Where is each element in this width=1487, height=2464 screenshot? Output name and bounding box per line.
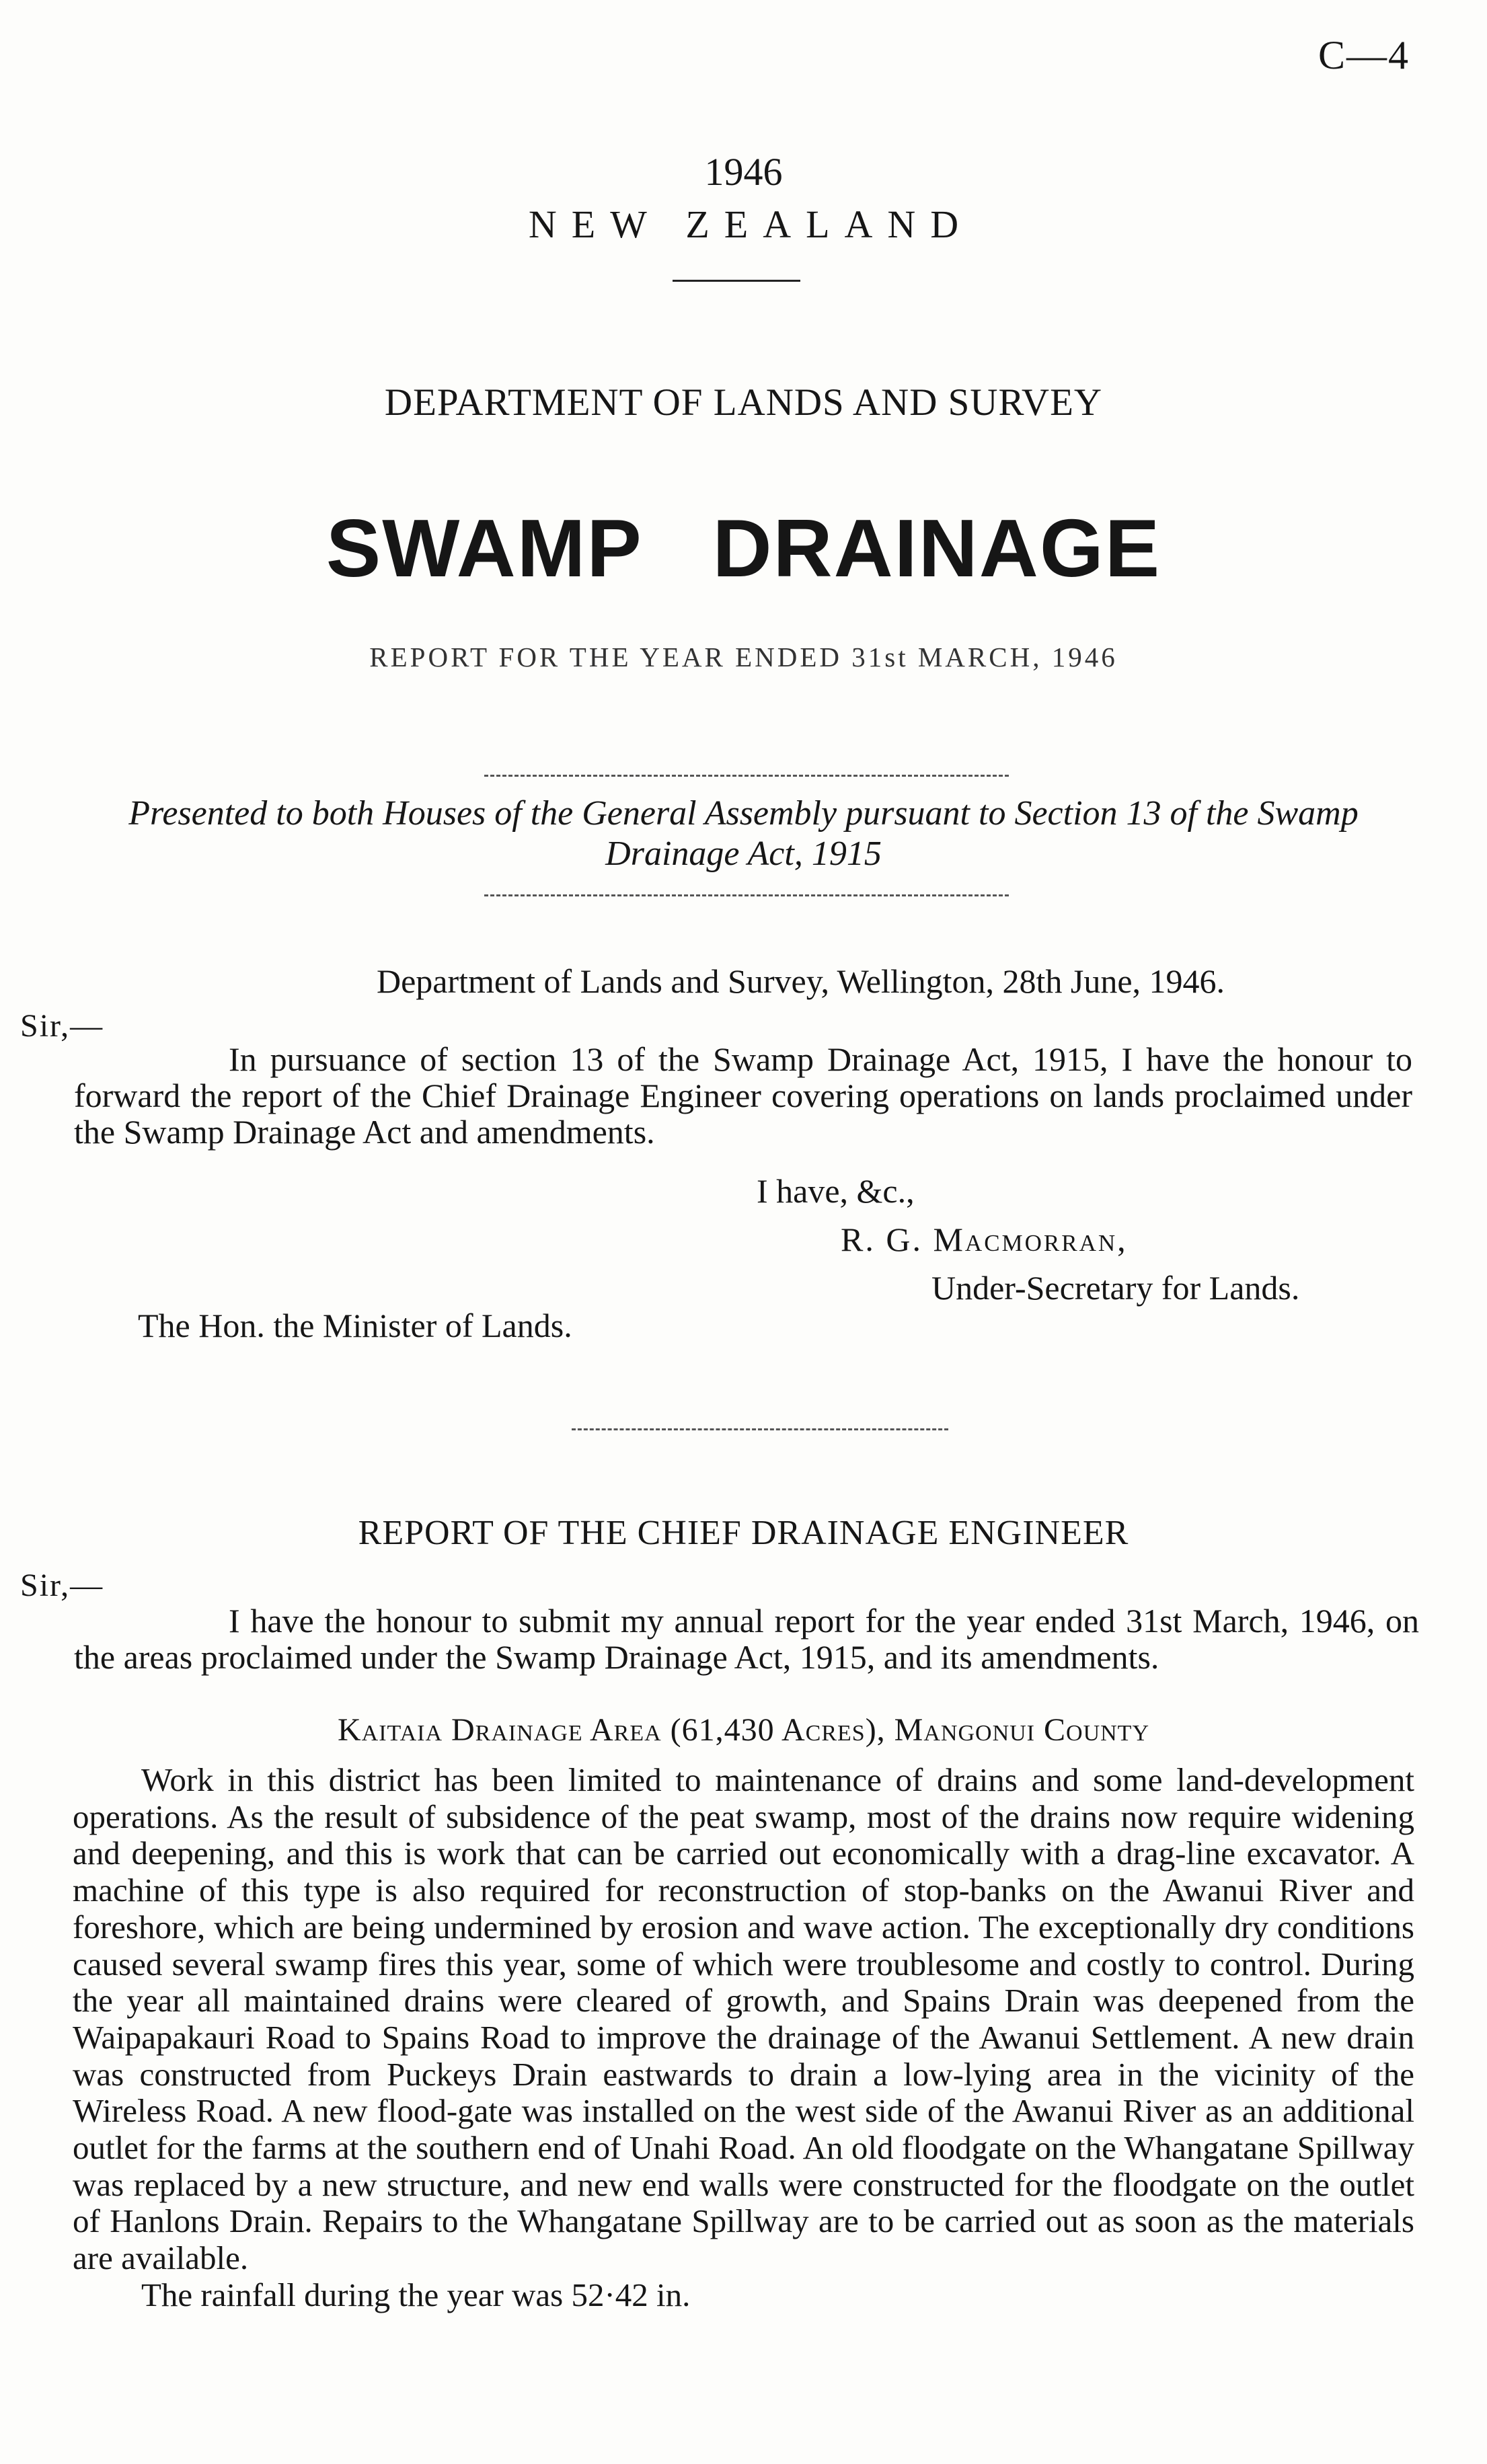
- page-reference: C—4: [1318, 33, 1410, 77]
- report-subtitle: REPORT FOR THE YEAR ENDED 31st MARCH, 1946: [369, 642, 1118, 672]
- letter-addressee: The Hon. the Minister of Lands.: [138, 1307, 572, 1344]
- area-heading: Kaitaia Drainage Area (61,430 Acres), Mangonui County: [337, 1712, 1150, 1748]
- report-intro: [74, 1603, 1419, 1675]
- title-divider: [673, 280, 800, 282]
- letter-body: [74, 1041, 1412, 1150]
- report-intro-paragraph: I have the honour to submit my annual report for the year ended 31st March, 1946, on the areas proclaimed under the Swamp Drainage Act, 1915, and its amendments.: [74, 1602, 1419, 1676]
- letter-position: Under-Secretary for Lands.: [931, 1269, 1300, 1307]
- letter-salutation: Sir,—: [20, 1008, 104, 1044]
- report-body: [73, 1762, 1414, 2314]
- publication-year: 1946: [704, 150, 783, 194]
- presentation-note: Presented to both Houses of the General Assembly pursuant to Section 13 of the Swamp Drainage Act, 1915: [128, 794, 1359, 873]
- letter-paragraph: In pursuance of section 13 of the Swamp Drainage Act, 1915, I have the honour to forward the report of the Chief Drainage Engineer covering operations on lands proclaimed under the Swamp Drainage Act and amendments.: [74, 1040, 1412, 1151]
- rainfall-paragraph: The rainfall during the year was 52·42 in.: [141, 2276, 691, 2313]
- letter-signatory: R. G. Macmorran,: [841, 1221, 1128, 1258]
- department-heading: DEPARTMENT OF LANDS AND SURVEY: [384, 381, 1103, 424]
- report-salutation: Sir,—: [20, 1568, 104, 1603]
- dashed-divider: [572, 1428, 948, 1430]
- country-heading: NEW ZEALAND: [528, 202, 974, 246]
- report-heading: REPORT OF THE CHIEF DRAINAGE ENGINEER: [358, 1514, 1129, 1552]
- dashed-divider: [484, 894, 1009, 896]
- dashed-divider: [484, 775, 1009, 777]
- letter-closing: I have, &c.,: [757, 1172, 915, 1210]
- page-title: SWAMP DRAINAGE: [326, 502, 1161, 594]
- report-paragraph: Work in this district has been limited to maintenance of drains and some land-development operations. As the result of subsidence of the peat swamp, most of the drains now require widening and deepening, and this is work that can be carried out economically with a drag-line excavator. A machine of this type is also required for reconstruction of stop-banks on the Awanui River and foreshore, which are being undermined by erosion and wave action. The exceptionally dry conditions caused several swamp fires this year, some of which were troublesome and costly to control. During the year all maintained drains were cleared of growth, and Spains Drain was deepened from the Waipapakauri Road to Spains Road to improve the drainage of the Awanui Settlement. A new drain was constructed from Puckeys Drain eastwards to drain a low-lying area in the vicinity of the Wireless Road. A new flood-gate was installed on the west side of the Awanui River as an additional outlet for the farms at the southern end of Unahi Road. An old floodgate on the Whangatane Spillway was replaced by a new structure, and new end walls were constructed for the floodgate on the outlet of Hanlons Drain. Repairs to the Whangatane Spillway are to be carried out as soon as the materials are available.: [73, 1761, 1414, 2277]
- letter-dateline: Department of Lands and Survey, Wellington, 28th June, 1946.: [377, 962, 1225, 1000]
